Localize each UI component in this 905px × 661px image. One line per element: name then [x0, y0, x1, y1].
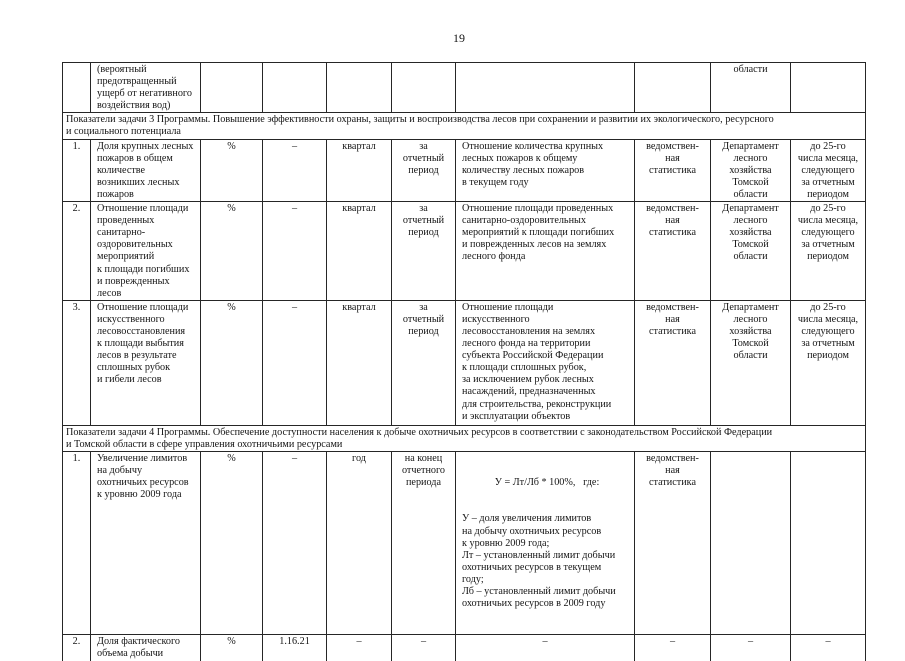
responsible-cell	[711, 451, 791, 634]
responsible-cell: Департамент лесного хозяйства Томской области	[711, 300, 791, 425]
indicator-name: (вероятный предотвращенный ущерб от негативного воздействия вод)	[91, 63, 201, 113]
time-characteristic-cell: за отчетный период	[392, 139, 456, 201]
formula-explanation: У – доля увеличения лимитов на добычу охотничьих ресурсов к уровню 2009 года; Лт – установленный лимит добычи охотничьих ресурсов в текущем году; Лб – установленный лимит добычи охотничьих ресурсов в 2009 году	[462, 513, 616, 610]
unit-cell	[201, 63, 263, 113]
responsible-cell: Департамент лесного хозяйства Томской области	[711, 139, 791, 201]
table-row	[63, 139, 866, 201]
code-cell: –	[263, 451, 327, 634]
table-row	[63, 202, 866, 301]
unit-cell: %	[201, 139, 263, 201]
deadline-cell: до 25-го числа месяца, следующего за отчетным периодом	[791, 139, 866, 201]
unit-cell: %	[201, 300, 263, 425]
page-number: 19	[453, 31, 465, 45]
collection-method-cell: –	[635, 635, 711, 661]
periodicity-cell: квартал	[327, 300, 392, 425]
row-number: 2.	[63, 635, 91, 661]
indicator-name: Отношение площади искусственного лесовосстановления к площади выбытия лесов в результате сплошных рубок и гибели лесов	[91, 300, 201, 425]
table-row-continuation	[63, 63, 866, 113]
deadline-cell	[791, 451, 866, 634]
collection-method-cell: ведомствен- ная статистика	[635, 139, 711, 201]
responsible-cell: Департамент лесного хозяйства Томской области	[711, 202, 791, 301]
algorithm-cell	[456, 451, 635, 634]
row-number	[63, 63, 91, 113]
table-row	[63, 300, 866, 425]
unit-cell: %	[201, 451, 263, 634]
code-cell: –	[263, 202, 327, 301]
algorithm-cell: Отношение количества крупных лесных пожаров к общему количеству лесных пожаров в текущем году	[456, 139, 635, 201]
section-header-task-3	[63, 113, 866, 139]
algorithm-cell: Отношение площади искусственного лесовосстановления на землях лесного фонда на территории субъекта Российской Федерации к площади сплошных рубок, за исключением рубок лесных насаждений, предназначенных для строительства, реконструкции и эксплуатации объектов	[456, 300, 635, 425]
indicator-name: Доля крупных лесных пожаров в общем количестве возникших лесных пожаров	[91, 139, 201, 201]
section-header-task-4	[63, 425, 866, 451]
algorithm-cell	[456, 63, 635, 113]
unit-cell: %	[201, 202, 263, 301]
time-characteristic-cell	[392, 63, 456, 113]
deadline-cell: до 25-го числа месяца, следующего за отчетным периодом	[791, 300, 866, 425]
collection-method-cell: ведомствен- ная статистика	[635, 451, 711, 634]
formula-line: У = Лт/Лб * 100%, где:	[494, 477, 600, 489]
deadline-cell: –	[791, 635, 866, 661]
periodicity-cell: год	[327, 451, 392, 634]
row-number: 1.	[63, 451, 91, 634]
indicator-name: Отношение площади проведенных санитарно- оздоровительных мероприятий к площади погибших и поврежденных лесов	[91, 202, 201, 301]
table-row	[63, 451, 866, 634]
code-cell: 1.16.21	[263, 635, 327, 661]
collection-method-cell: ведомствен- ная статистика	[635, 202, 711, 301]
indicator-name: Доля фактического объема добычи	[91, 635, 201, 661]
periodicity-cell: квартал	[327, 202, 392, 301]
section-title: Показатели задачи 3 Программы. Повышение эффективности охраны, защиты и воспроизводства лесов при сохранении и развитии их экологического, ресурсного и социального потенциала	[63, 113, 866, 139]
responsible-cell: –	[711, 635, 791, 661]
collection-method-cell: ведомствен- ная статистика	[635, 300, 711, 425]
deadline-cell: до 25-го числа месяца, следующего за отчетным периодом	[791, 202, 866, 301]
table-row	[63, 635, 866, 661]
section-title: Показатели задачи 4 Программы. Обеспечение доступности населения к добыче охотничьих ресурсов в соответствии с законодательством Российской Федерации и Томской области в сфере управления охотничьими ресурсами	[63, 425, 866, 451]
row-number: 1.	[63, 139, 91, 201]
time-characteristic-cell: –	[392, 635, 456, 661]
time-characteristic-cell: за отчетный период	[392, 202, 456, 301]
code-cell: –	[263, 300, 327, 425]
deadline-cell	[791, 63, 866, 113]
periodicity-cell: квартал	[327, 139, 392, 201]
responsible-cell: области	[711, 63, 791, 113]
time-characteristic-cell: на конец отчетного периода	[392, 451, 456, 634]
time-characteristic-cell: за отчетный период	[392, 300, 456, 425]
collection-method-cell	[635, 63, 711, 113]
row-number: 2.	[63, 202, 91, 301]
periodicity-cell	[327, 63, 392, 113]
unit-cell: %	[201, 635, 263, 661]
indicators-table	[62, 62, 866, 661]
code-cell: –	[263, 139, 327, 201]
indicator-name: Увеличение лимитов на добычу охотничьих ресурсов к уровню 2009 года	[91, 451, 201, 634]
code-cell	[263, 63, 327, 113]
algorithm-cell: –	[456, 635, 635, 661]
periodicity-cell: –	[327, 635, 392, 661]
algorithm-cell: Отношение площади проведенных санитарно-оздоровительных мероприятий к площади погибших и поврежденных лесов на землях лесного фонда	[456, 202, 635, 301]
row-number: 3.	[63, 300, 91, 425]
